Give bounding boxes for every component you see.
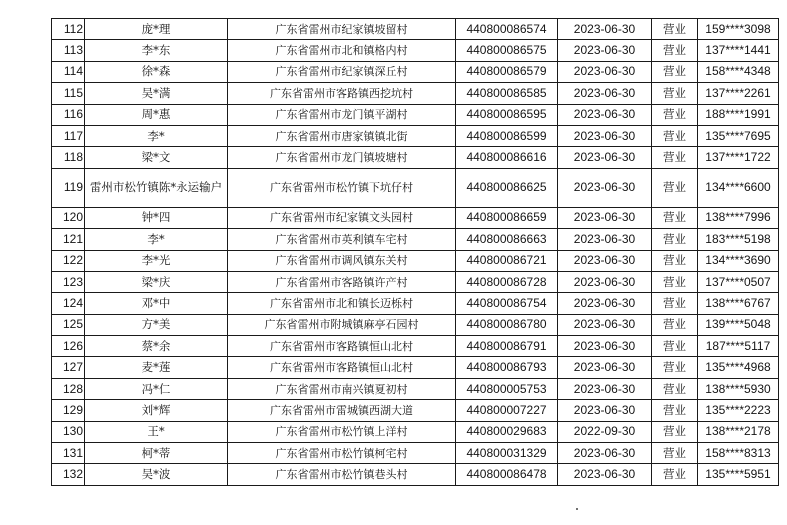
license-code: 440800086721: [456, 250, 558, 271]
business-status: 营业: [652, 336, 698, 357]
business-address: 广东省雷州市北和镇格内村: [228, 40, 456, 61]
business-status: 营业: [652, 147, 698, 168]
business-address: 广东省雷州市南兴镇夏初村: [228, 378, 456, 399]
business-address: 广东省雷州市唐家镇镇北街: [228, 125, 456, 146]
business-status: 营业: [652, 125, 698, 146]
phone-number: 159****3098: [698, 19, 779, 40]
valid-date: 2023-06-30: [558, 464, 652, 485]
row-number: 118: [52, 147, 85, 168]
license-code: 440800086780: [456, 314, 558, 335]
phone-number: 135****2223: [698, 400, 779, 421]
business-address: 广东省雷州市纪家镇深丘村: [228, 61, 456, 82]
holder-name: 徐*森: [85, 61, 228, 82]
business-status: 营业: [652, 421, 698, 442]
row-number: 116: [52, 104, 85, 125]
business-address: 广东省雷州市松竹镇柯宅村: [228, 443, 456, 464]
business-address: 广东省雷州市英利镇车宅村: [228, 229, 456, 250]
table-row: [52, 19, 779, 40]
business-status: 营业: [652, 271, 698, 292]
valid-date: 2023-06-30: [558, 314, 652, 335]
business-address: 广东省雷州市调风镇东关村: [228, 250, 456, 271]
table-row: [52, 250, 779, 271]
phone-number: 139****5048: [698, 314, 779, 335]
phone-number: 138****6767: [698, 293, 779, 314]
valid-date: 2023-06-30: [558, 229, 652, 250]
holder-name: 梁*庆: [85, 271, 228, 292]
business-address: 广东省雷州市客路镇许产村: [228, 271, 456, 292]
table-row: [52, 168, 779, 207]
table-row: [52, 83, 779, 104]
holder-name: 方*美: [85, 314, 228, 335]
holder-name: 李*东: [85, 40, 228, 61]
phone-number: 188****1991: [698, 104, 779, 125]
business-status: 营业: [652, 400, 698, 421]
registry-table: [51, 18, 779, 486]
phone-number: 135****5951: [698, 464, 779, 485]
business-address: 广东省雷州市松竹镇下坑仔村: [228, 168, 456, 207]
license-code: 440800086478: [456, 464, 558, 485]
valid-date: 2023-06-30: [558, 61, 652, 82]
license-code: 440800086579: [456, 61, 558, 82]
phone-number: 158****8313: [698, 443, 779, 464]
registry-table-body: [52, 19, 779, 486]
valid-date: 2023-06-30: [558, 207, 652, 228]
valid-date: 2023-06-30: [558, 250, 652, 271]
license-code: 440800086599: [456, 125, 558, 146]
license-code: 440800086754: [456, 293, 558, 314]
license-code: 440800086574: [456, 19, 558, 40]
business-status: 营业: [652, 207, 698, 228]
phone-number: 137****1441: [698, 40, 779, 61]
table-row: [52, 400, 779, 421]
holder-name: 蔡*余: [85, 336, 228, 357]
holder-name: 吴*波: [85, 464, 228, 485]
license-code: 440800086625: [456, 168, 558, 207]
valid-date: 2023-06-30: [558, 378, 652, 399]
business-address: 广东省雷州市纪家镇文头园村: [228, 207, 456, 228]
scan-speck: [576, 508, 578, 510]
valid-date: 2023-06-30: [558, 336, 652, 357]
valid-date: 2023-06-30: [558, 400, 652, 421]
business-status: 营业: [652, 443, 698, 464]
license-code: 440800086791: [456, 336, 558, 357]
phone-number: 187****5117: [698, 336, 779, 357]
business-status: 营业: [652, 61, 698, 82]
phone-number: 183****5198: [698, 229, 779, 250]
holder-name: 王*: [85, 421, 228, 442]
business-address: 广东省雷州市附城镇麻亭石园村: [228, 314, 456, 335]
holder-name: 庞*理: [85, 19, 228, 40]
registry-table-page: [51, 18, 778, 486]
phone-number: 134****3690: [698, 250, 779, 271]
holder-name: 周*惠: [85, 104, 228, 125]
business-address: 广东省雷州市客路镇西挖坑村: [228, 83, 456, 104]
business-address: 广东省雷州市龙门镇平湖村: [228, 104, 456, 125]
license-code: 440800086728: [456, 271, 558, 292]
holder-name: 李*: [85, 125, 228, 146]
business-address: 广东省雷州市北和镇长迈栎村: [228, 293, 456, 314]
phone-number: 138****2178: [698, 421, 779, 442]
license-code: 440800086616: [456, 147, 558, 168]
valid-date: 2023-06-30: [558, 104, 652, 125]
row-number: 127: [52, 357, 85, 378]
row-number: 120: [52, 207, 85, 228]
table-row: [52, 443, 779, 464]
license-code: 440800007227: [456, 400, 558, 421]
row-number: 122: [52, 250, 85, 271]
row-number: 119: [52, 168, 85, 207]
phone-number: 138****5930: [698, 378, 779, 399]
row-number: 123: [52, 271, 85, 292]
business-status: 营业: [652, 357, 698, 378]
valid-date: 2023-06-30: [558, 147, 652, 168]
license-code: 440800005753: [456, 378, 558, 399]
phone-number: 135****7695: [698, 125, 779, 146]
table-row: [52, 271, 779, 292]
business-status: 营业: [652, 229, 698, 250]
holder-name: 邓*中: [85, 293, 228, 314]
row-number: 126: [52, 336, 85, 357]
row-number: 124: [52, 293, 85, 314]
table-row: [52, 464, 779, 485]
phone-number: 135****4968: [698, 357, 779, 378]
phone-number: 137****1722: [698, 147, 779, 168]
business-status: 营业: [652, 378, 698, 399]
holder-name: 李*: [85, 229, 228, 250]
business-status: 营业: [652, 83, 698, 104]
valid-date: 2023-06-30: [558, 125, 652, 146]
row-number: 125: [52, 314, 85, 335]
valid-date: 2023-06-30: [558, 40, 652, 61]
table-row: [52, 207, 779, 228]
business-address: 广东省雷州市客路镇恒山北村: [228, 336, 456, 357]
table-row: [52, 336, 779, 357]
table-row: [52, 293, 779, 314]
table-row: [52, 147, 779, 168]
row-number: 115: [52, 83, 85, 104]
holder-name: 吴*满: [85, 83, 228, 104]
holder-name: 梁*文: [85, 147, 228, 168]
holder-name: 雷州市松竹镇陈*永运输户: [85, 168, 228, 207]
table-row: [52, 125, 779, 146]
business-status: 营业: [652, 293, 698, 314]
business-address: 广东省雷州市松竹镇巷头村: [228, 464, 456, 485]
table-row: [52, 421, 779, 442]
business-status: 营业: [652, 464, 698, 485]
business-address: 广东省雷州市雷城镇西湖大道: [228, 400, 456, 421]
valid-date: 2023-06-30: [558, 357, 652, 378]
phone-number: 158****4348: [698, 61, 779, 82]
business-status: 营业: [652, 314, 698, 335]
business-address: 广东省雷州市客路镇恒山北村: [228, 357, 456, 378]
valid-date: 2023-06-30: [558, 271, 652, 292]
table-row: [52, 314, 779, 335]
phone-number: 138****7996: [698, 207, 779, 228]
holder-name: 麦*莲: [85, 357, 228, 378]
row-number: 129: [52, 400, 85, 421]
valid-date: 2023-06-30: [558, 19, 652, 40]
license-code: 440800029683: [456, 421, 558, 442]
business-address: 广东省雷州市松竹镇上洋村: [228, 421, 456, 442]
table-row: [52, 40, 779, 61]
table-row: [52, 61, 779, 82]
holder-name: 钟*四: [85, 207, 228, 228]
row-number: 131: [52, 443, 85, 464]
business-status: 营业: [652, 104, 698, 125]
license-code: 440800086659: [456, 207, 558, 228]
license-code: 440800086663: [456, 229, 558, 250]
phone-number: 137****0507: [698, 271, 779, 292]
license-code: 440800086595: [456, 104, 558, 125]
valid-date: 2023-06-30: [558, 293, 652, 314]
row-number: 114: [52, 61, 85, 82]
license-code: 440800031329: [456, 443, 558, 464]
table-row: [52, 104, 779, 125]
row-number: 128: [52, 378, 85, 399]
row-number: 113: [52, 40, 85, 61]
holder-name: 李*光: [85, 250, 228, 271]
business-status: 营业: [652, 250, 698, 271]
row-number: 121: [52, 229, 85, 250]
business-status: 营业: [652, 168, 698, 207]
valid-date: 2023-06-30: [558, 443, 652, 464]
holder-name: 冯*仁: [85, 378, 228, 399]
table-row: [52, 378, 779, 399]
phone-number: 137****2261: [698, 83, 779, 104]
valid-date: 2023-06-30: [558, 83, 652, 104]
valid-date: 2022-09-30: [558, 421, 652, 442]
business-status: 营业: [652, 40, 698, 61]
table-row: [52, 357, 779, 378]
license-code: 440800086585: [456, 83, 558, 104]
valid-date: 2023-06-30: [558, 168, 652, 207]
license-code: 440800086793: [456, 357, 558, 378]
row-number: 117: [52, 125, 85, 146]
row-number: 112: [52, 19, 85, 40]
row-number: 132: [52, 464, 85, 485]
phone-number: 134****6600: [698, 168, 779, 207]
business-status: 营业: [652, 19, 698, 40]
holder-name: 柯*蒂: [85, 443, 228, 464]
business-address: 广东省雷州市龙门镇坡塘村: [228, 147, 456, 168]
holder-name: 刘*辉: [85, 400, 228, 421]
license-code: 440800086575: [456, 40, 558, 61]
table-row: [52, 229, 779, 250]
row-number: 130: [52, 421, 85, 442]
business-address: 广东省雷州市纪家镇坡留村: [228, 19, 456, 40]
